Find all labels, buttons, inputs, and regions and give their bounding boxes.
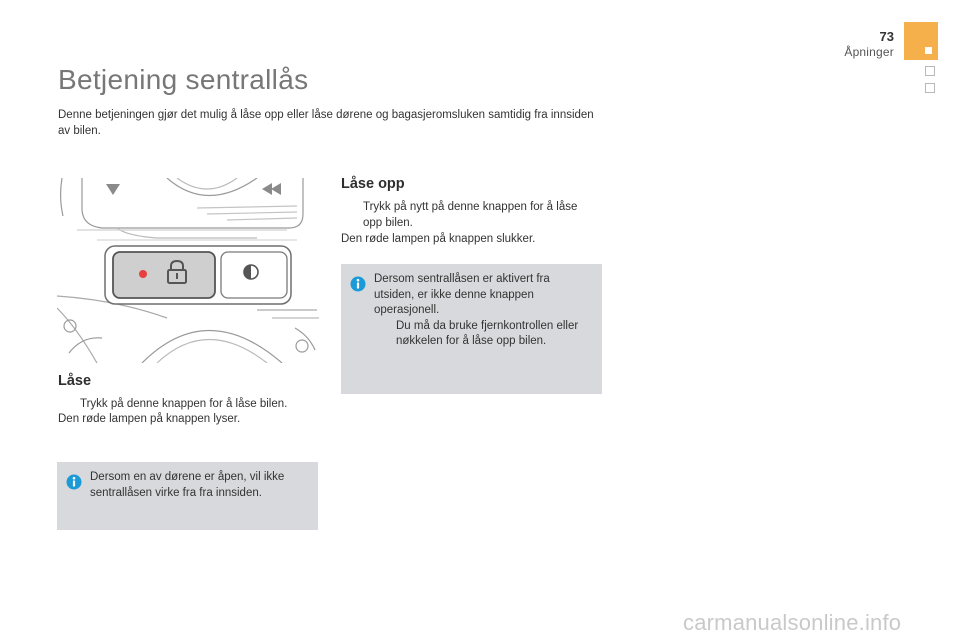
unlock-info-body [374, 272, 596, 351]
lock-instruction-text: Trykk på denne knappen for å låse bilen. [80, 398, 288, 410]
section-tab [904, 22, 938, 60]
red-lamp-icon [139, 270, 147, 278]
intro-text: Denne betjeningen gjør det mulig å låse opp eller låse dørene og bagasjeromsluken samtidig fra innsiden av bilen. [58, 109, 594, 137]
unlock-info-bullet [374, 319, 596, 351]
lock-lamp-note: Den røde lampen på knappen lyser. [58, 413, 241, 425]
page-number: 73 [879, 29, 894, 44]
unlock-lamp-note: Den røde lampen på knappen slukker. [341, 233, 536, 245]
lock-info-text: Dersom en av dørene er åpen, vil ikke sentrallåsen virke fra fra innsiden. [90, 471, 285, 499]
lock-info-box [57, 462, 318, 530]
central-lock-illustration [57, 178, 320, 363]
unlock-heading: Låse opp [341, 176, 405, 192]
unlock-info-text: Dersom sentrallåsen er aktivert fra utsiden, er ikke denne knappen operasjonell. [374, 273, 550, 316]
section-title: Åpninger [844, 45, 894, 59]
unlock-instruction-text: Trykk på nytt på denne knappen for å låse opp bilen. [363, 201, 578, 229]
lock-heading: Låse [58, 373, 92, 389]
index-square-1 [925, 66, 935, 76]
unlock-info-box [341, 264, 602, 394]
rewind-icon [262, 183, 281, 195]
triangle-down-icon [106, 184, 120, 195]
info-icon [350, 276, 366, 292]
info-icon [66, 474, 82, 490]
unlock-info-bullet-text: Du må da bruke fjernkontrollen eller nøkkelen for å låse opp bilen. [396, 319, 579, 347]
lock-button[interactable] [113, 252, 215, 298]
watermark: carmanualsonline.info [683, 610, 902, 635]
tab-square [925, 47, 932, 54]
index-square-2 [925, 83, 935, 93]
page-title: Betjening sentrallås [58, 64, 309, 95]
